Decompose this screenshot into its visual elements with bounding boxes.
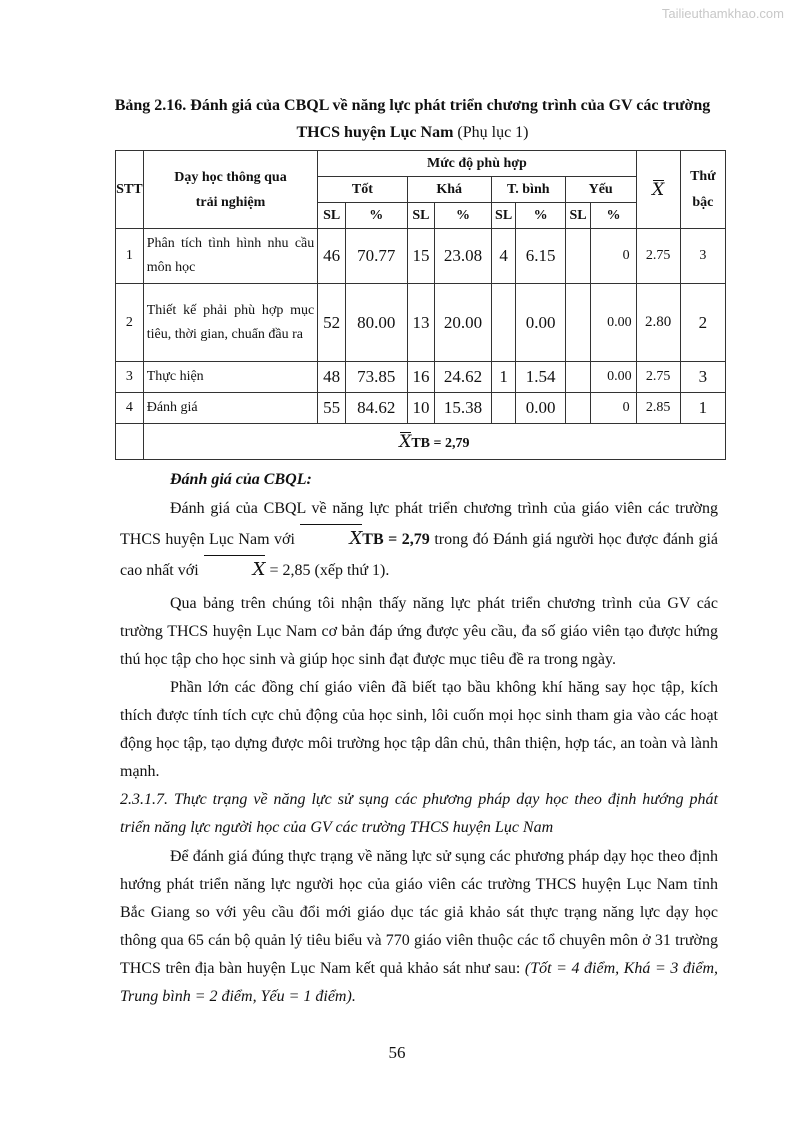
header-level: Mức độ phù hợp	[318, 151, 636, 177]
evaluation-table	[115, 150, 726, 460]
header-rank: Thứ bậc	[680, 151, 725, 229]
row-tb-pct: 0.00	[516, 284, 565, 362]
row-kha-pct: 15.38	[435, 393, 491, 424]
summary-cell	[143, 424, 725, 460]
caption-appendix: (Phụ lục 1)	[453, 124, 529, 141]
mean-symbol-inline: X	[203, 555, 266, 585]
row-yeu-sl	[565, 393, 591, 424]
row-yeu-sl	[565, 229, 591, 284]
summary-empty-cell	[116, 424, 144, 460]
row-tb-pct: 1.54	[516, 362, 565, 393]
row-tb-pct: 6.15	[516, 229, 565, 284]
paragraph-2: Qua bảng trên chúng tôi nhận thấy năng lực phát triển chương trình của GV các trường THCS huyện Lục Nam cơ bản đáp ứng được yêu cầu, đa số giáo viên tạo được hứng thú học tập cho học sinh và giúp học sinh đạt được mục tiêu đề ra trong ngày.	[120, 595, 718, 668]
row-kha-sl: 16	[407, 362, 435, 393]
header-tot: Tốt	[318, 177, 407, 203]
table-row	[116, 362, 726, 393]
header-sl: SL	[491, 203, 516, 229]
row-mean: 2.75	[636, 362, 680, 393]
header-kha: Khá	[407, 177, 491, 203]
row-tot-pct: 84.62	[345, 393, 407, 424]
row-stt: 3	[116, 362, 144, 393]
summary-mean-symbol: X	[399, 431, 412, 452]
row-rank: 2	[680, 284, 725, 362]
page-number: 56	[388, 1043, 406, 1062]
row-rank: 3	[680, 362, 725, 393]
row-tot-pct: 73.85	[345, 362, 407, 393]
row-kha-sl: 10	[407, 393, 435, 424]
caption-bold: Bảng 2.16. Đánh giá của CBQL về năng lực phát triển chương trình của GV các trường THCS huyện Lục Nam	[114, 97, 711, 141]
row-tb-sl: 1	[491, 362, 516, 393]
row-mean: 2.75	[636, 229, 680, 284]
row-rank: 3	[680, 229, 725, 284]
header-pct: %	[435, 203, 491, 229]
subsection-heading: 2.3.1.7. Thực trạng về năng lực sử sụng các phương pháp dạy học theo định hướng phát triển năng lực người học của GV các trường THCS huyện Lục Nam	[120, 791, 718, 836]
row-kha-pct: 23.08	[435, 229, 491, 284]
header-sl: SL	[565, 203, 591, 229]
table-caption	[100, 92, 725, 146]
header-stt: STT	[116, 151, 144, 229]
row-rank: 1	[680, 393, 725, 424]
row-tot-sl: 48	[318, 362, 346, 393]
row-kha-sl: 13	[407, 284, 435, 362]
row-tot-pct: 70.77	[345, 229, 407, 284]
row-yeu-pct: 0.00	[591, 362, 636, 393]
row-kha-pct: 24.62	[435, 362, 491, 393]
row-tb-pct: 0.00	[516, 393, 565, 424]
summary-row	[116, 424, 726, 460]
row-mean: 2.85	[636, 393, 680, 424]
row-criteria: Đánh giá	[143, 393, 318, 424]
table-row	[116, 229, 726, 284]
header-pct: %	[591, 203, 636, 229]
row-stt: 4	[116, 393, 144, 424]
header-sl: SL	[318, 203, 346, 229]
header-sl: SL	[407, 203, 435, 229]
table-row	[116, 284, 726, 362]
mean-symbol: X	[652, 179, 665, 200]
row-stt: 2	[116, 284, 144, 362]
row-criteria: Thực hiện	[143, 362, 318, 393]
row-yeu-pct: 0	[591, 229, 636, 284]
table-row	[116, 393, 726, 424]
mean-symbol-inline: X	[299, 524, 362, 554]
row-tb-sl	[491, 284, 516, 362]
paragraph-3: Phần lớn các đồng chí giáo viên đã biết tạo bầu không khí hăng say học tập, kích thích được tính tích cực chủ động của học sinh, lôi cuốn mọi học sinh tham gia vào các hoạt động học tập, tạo dựng được môi trường học tập dân chủ, thân thiện, hợp tác, an toàn và lành mạnh.	[120, 679, 718, 780]
row-tot-pct: 80.00	[345, 284, 407, 362]
paragraph-1: Đánh giá của CBQL về năng lực phát triển chương trình của giáo viên các trường THCS huyện Lục Nam với XTB = 2,79 trong đó Đánh giá người học được đánh giá cao nhất với X = 2,85 (xếp thứ 1).	[120, 494, 718, 586]
row-yeu-sl	[565, 362, 591, 393]
paragraph-4: Để đánh giá đúng thực trạng về năng lực sử sụng các phương pháp dạy học theo định hướng phát triển năng lực người học của giáo viên các trường THCS huyện Lục Nam tỉnh Bắc Giang so với yêu cầu đổi mới giáo dục tác giả khảo sát thực trạng năng lực dạy học thông qua 65 cán bộ quản lý tiêu biểu và 770 giáo viên thuộc các tổ chuyên môn ở 31 trường THCS trên địa bàn huyện Lục Nam kết quả khảo sát như sau: (Tốt = 4 điểm, Khá = 3 điểm, Trung bình = 2 điểm, Yếu = 1 điểm).	[120, 848, 719, 1005]
row-tb-sl: 4	[491, 229, 516, 284]
summary-value: TB = 2,79	[411, 435, 470, 451]
row-mean: 2.80	[636, 284, 680, 362]
row-tot-sl: 55	[318, 393, 346, 424]
row-tot-sl: 52	[318, 284, 346, 362]
header-pct: %	[516, 203, 565, 229]
row-criteria: Phân tích tình hình nhu cầu môn học	[143, 229, 318, 284]
scoring-note: (Tốt = 4 điểm, Khá = 3 điểm, Trung bình = 2 điểm, Yếu = 1 điểm).	[120, 960, 719, 1005]
header-criteria: Dạy học thông qua trải nghiệm	[143, 151, 318, 229]
row-stt: 1	[116, 229, 144, 284]
header-pct: %	[345, 203, 407, 229]
row-yeu-sl	[565, 284, 591, 362]
header-tbinh: T. bình	[491, 177, 565, 203]
watermark: Tailieuthamkhao.com	[661, 6, 784, 21]
header-yeu: Yếu	[565, 177, 636, 203]
row-yeu-pct: 0	[591, 393, 636, 424]
header-mean	[636, 151, 680, 229]
row-tot-sl: 46	[318, 229, 346, 284]
row-kha-pct: 20.00	[435, 284, 491, 362]
row-tb-sl	[491, 393, 516, 424]
mean-total-value: TB = 2,79	[362, 531, 430, 548]
row-yeu-pct: 0.00	[591, 284, 636, 362]
row-criteria: Thiết kế phải phù hợp mục tiêu, thời gian, chuẩn đầu ra	[143, 284, 318, 362]
section-heading: Đánh giá của CBQL:	[170, 471, 312, 488]
row-kha-sl: 15	[407, 229, 435, 284]
